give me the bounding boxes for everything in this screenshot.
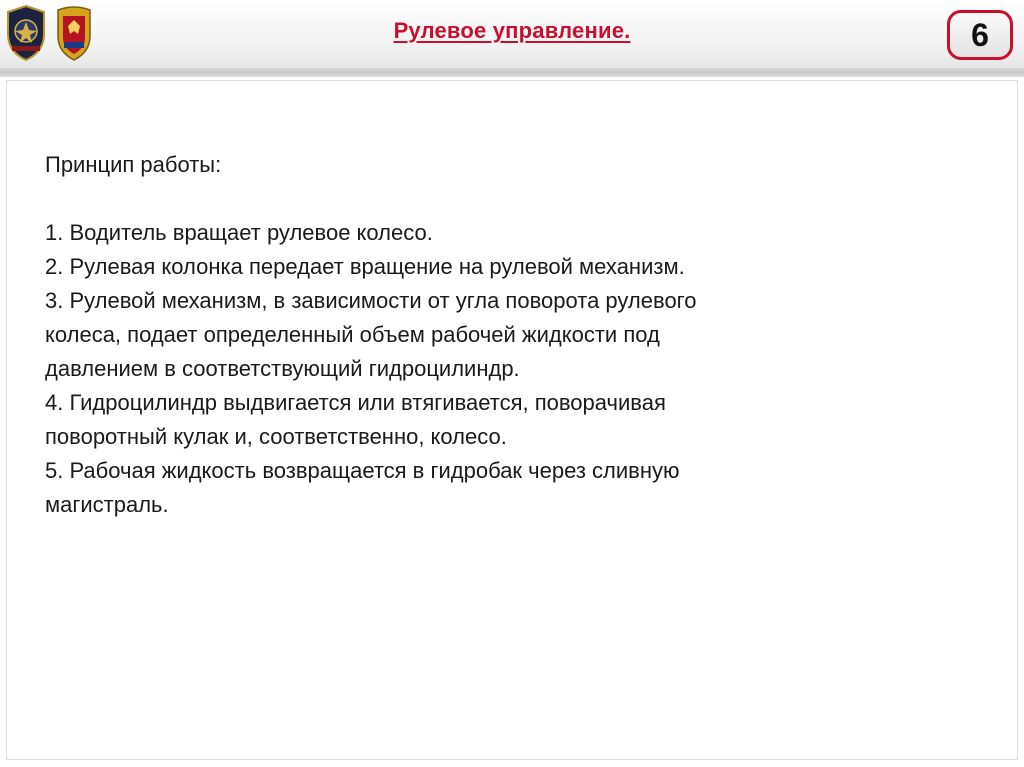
content-line: колеса, подает определенный объем рабочей жидкости под [45, 322, 660, 347]
content-body [45, 148, 945, 522]
content-line: 1. Водитель вращает рулевое колесо. [45, 220, 433, 245]
content-line: давлением в соответствующий гидроцилиндр. [45, 356, 520, 381]
content-line: 2. Рулевая колонка передает вращение на рулевой механизм. [45, 254, 685, 279]
header-divider [0, 68, 1024, 77]
page-number: 6 [971, 17, 989, 53]
spacer [45, 182, 945, 216]
content-line: 5. Рабочая жидкость возвращается в гидробак через сливную [45, 458, 680, 483]
content-line: 3. Рулевой механизм, в зависимости от угла поворота рулевого [45, 288, 697, 313]
header-bar [0, 0, 1024, 68]
content-line: 4. Гидроцилиндр выдвигается или втягивается, поворачивая [45, 390, 666, 415]
slide-title: Рулевое управление. [393, 18, 631, 43]
content-line: поворотный кулак и, соответственно, колесо. [45, 424, 507, 449]
content-line: магистраль. [45, 492, 169, 517]
page-number-badge [947, 10, 1013, 60]
content-heading: Принцип работы: [45, 152, 222, 177]
